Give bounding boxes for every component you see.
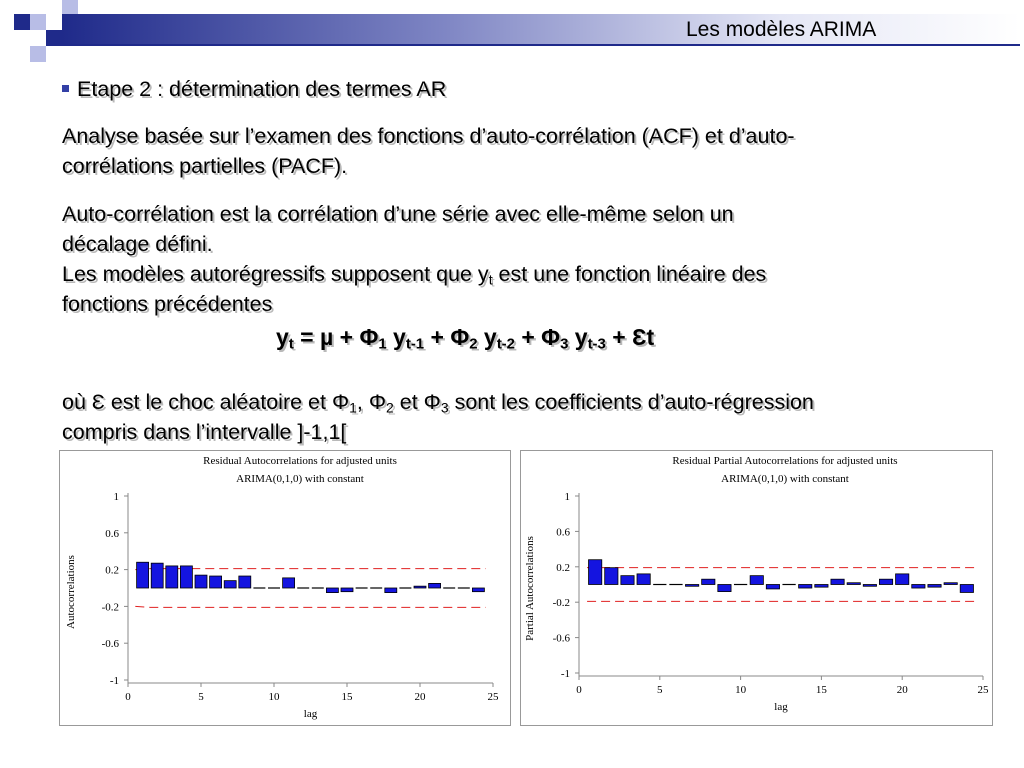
paragraph-1-line-1: Analyse basée sur l’examen des fonctions d’auto-corrélation (ACF) et d’auto- (62, 124, 795, 148)
y-tick-label: -0.2 (101, 601, 119, 614)
deco-square (30, 46, 46, 62)
x-tick-label: 0 (576, 684, 582, 696)
bullet-text: Etape 2 : détermination des termes AR (77, 77, 447, 101)
acf-bar (385, 588, 397, 593)
deco-square (14, 14, 30, 30)
chart-subtitle: ARIMA(0,1,0) with constant (721, 473, 849, 485)
acf-bar (621, 576, 634, 585)
acf-bar (137, 562, 149, 588)
x-axis-label: lag (774, 701, 788, 713)
x-tick-label: 20 (896, 684, 908, 696)
slide-header-title: Les modèles ARIMA (686, 18, 877, 41)
x-tick-label: 0 (125, 691, 131, 703)
paragraph-2-line-1: Auto-corrélation est la corrélation d’une série avec elle-même selon un (62, 202, 734, 226)
paragraph-3-line-1: Les modèles autorégressifs supposent que $y_t$ est une fonction linéaire des (62, 262, 767, 288)
acf-bar (912, 585, 925, 589)
y-tick-label: -1 (560, 668, 570, 680)
acf-bar (847, 583, 860, 585)
acf-bar (414, 586, 426, 588)
acf-bar (326, 588, 338, 593)
y-tick-label: 0.6 (556, 526, 570, 539)
acf-bar (896, 574, 909, 585)
x-tick-label: 15 (815, 684, 827, 696)
y-tick-label: -0.2 (552, 597, 570, 610)
y-axis-label: Autocorrelations (65, 555, 77, 629)
x-axis-label: lag (303, 708, 318, 720)
x-tick-label: 5 (657, 684, 663, 696)
x-tick-label: 25 (487, 691, 499, 703)
acf-bar (239, 576, 251, 588)
y-tick-label: -0.6 (101, 638, 119, 651)
acf-bar (151, 563, 163, 588)
acf-bar (863, 585, 876, 587)
y-axis-label: Partial Autocorrelations (524, 536, 536, 641)
pacf-chart (521, 451, 992, 725)
acf-bar (766, 585, 779, 589)
header-divider (62, 44, 1020, 46)
acf-bar (429, 583, 441, 588)
bullet-line (62, 74, 446, 104)
deco-square (46, 30, 62, 46)
header-gradient-bar (62, 14, 1020, 44)
y-tick-label: -1 (109, 675, 119, 687)
acf-bar (283, 578, 295, 588)
deco-square (30, 14, 46, 30)
acf-bar (685, 585, 698, 587)
acf-bar (180, 566, 192, 588)
acf-bar (472, 588, 484, 592)
x-tick-label: 15 (341, 691, 353, 703)
y-tick-label: 1 (564, 491, 570, 503)
acf-bar (605, 568, 618, 585)
acf-bar (750, 576, 763, 585)
acf-chart (60, 451, 510, 725)
acf-bar (637, 574, 650, 585)
y-tick-label: 0.2 (556, 561, 570, 574)
paragraph-2-line-2: décalage défini. (62, 232, 213, 256)
y-tick-label: 0.6 (105, 527, 119, 540)
y-tick-label: 0.2 (105, 564, 119, 577)
paragraph-4-line-2: compris dans l’intervalle ]-1,1[ (62, 420, 347, 444)
paragraph-4-line-1: où Ɛ est le choc aléatoire et $\Phi_1$, $\Phi_2$ et $\Phi_3$ sont les coefficients d’auto-régression (62, 390, 814, 416)
acf-bar (960, 585, 973, 593)
acf-bar (589, 560, 602, 585)
acf-bar (879, 579, 892, 584)
acf-bar (166, 566, 178, 588)
acf-bar (224, 581, 236, 588)
x-tick-label: 25 (977, 684, 989, 696)
acf-bar (195, 575, 207, 588)
acf-bar (210, 576, 222, 588)
x-tick-label: 5 (198, 691, 204, 703)
acf-bar (928, 585, 941, 588)
x-tick-label: 10 (268, 691, 280, 703)
x-tick-label: 20 (414, 691, 426, 703)
ar-formula: $y_t = \mu + \Phi_1$ $y_{t-1} + \Phi_2$ $y_{t-2} + \Phi_3$ $y_{t-3}$ + Ɛt (276, 324, 655, 353)
chart-title: Residual Autocorrelations for adjusted units (203, 455, 397, 467)
acf-bar (815, 585, 828, 588)
acf-bar (702, 579, 715, 584)
paragraph-3-line-2: fonctions précédentes (62, 292, 273, 316)
y-tick-label: -0.6 (552, 632, 570, 645)
bullet-marker (62, 85, 69, 92)
acf-bar (341, 588, 353, 592)
acf-chart-panel (59, 450, 511, 726)
lower-confidence-limit (135, 606, 485, 607)
x-tick-label: 10 (735, 684, 747, 696)
pacf-chart-panel (520, 450, 993, 726)
y-tick-label: 1 (113, 491, 119, 503)
paragraph-1-line-2: corrélations partielles (PACF). (62, 154, 348, 178)
acf-bar (831, 579, 844, 584)
chart-title: Residual Partial Autocorrelations for adjusted units (672, 455, 898, 467)
chart-subtitle: ARIMA(0,1,0) with constant (236, 473, 364, 485)
acf-bar (799, 585, 812, 589)
acf-bar (718, 585, 731, 592)
acf-bar (944, 583, 957, 585)
